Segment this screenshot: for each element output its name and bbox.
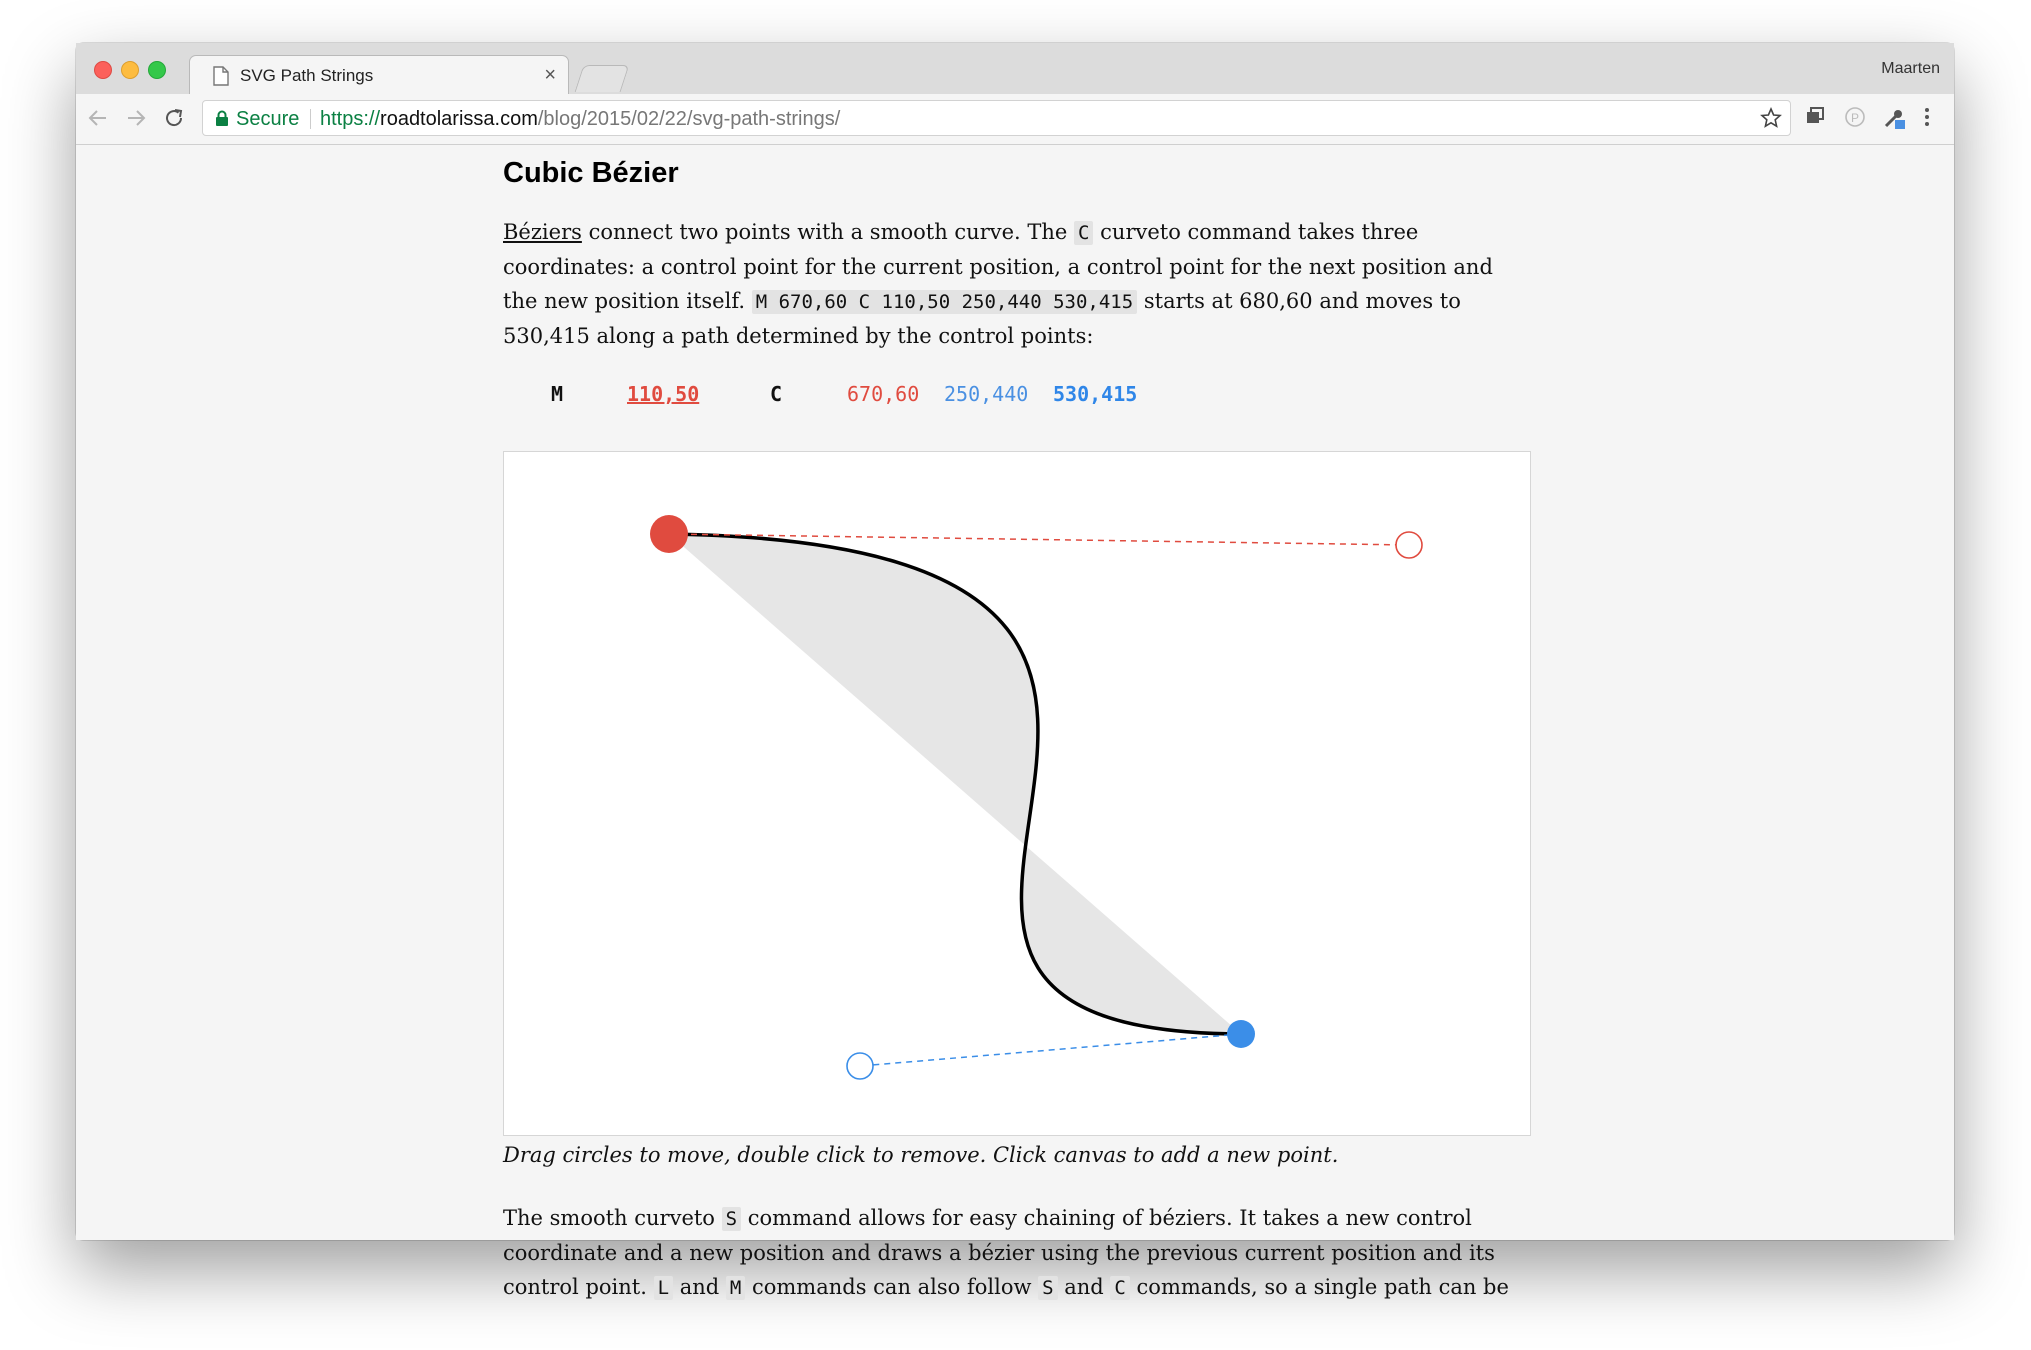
window-minimize-button[interactable] [121, 61, 139, 79]
bottom-text-6: commands, so a single path can be [1129, 1275, 1509, 1299]
url-path: /blog/2015/02/22/svg-path-strings/ [537, 108, 841, 130]
eyedropper-extension-icon[interactable] [1882, 106, 1906, 130]
intro-text-1: connect two points with a smooth curve. The [581, 220, 1075, 244]
bezier-svg [504, 452, 1530, 1135]
path-token-end-point[interactable]: 530,415 [1053, 382, 1138, 406]
section-heading: Cubic Bézier [503, 157, 679, 189]
svg-text:P: P [1851, 111, 1860, 125]
bottom-code-s: S [722, 1207, 741, 1231]
bottom-text-1: The smooth curveto [503, 1206, 722, 1230]
browser-tab[interactable] [189, 55, 569, 95]
intro-code-c: C [1074, 221, 1093, 245]
start-point-handle[interactable] [650, 515, 688, 553]
bottom-text-4: commands can also follow [745, 1275, 1039, 1299]
bottom-text-2: command allows for easy chaining of béziers. It takes a new control coordinate and a new position and draws a bézier using the previous current position and its control point. [503, 1206, 1495, 1299]
lock-icon [215, 110, 229, 127]
new-tab-button[interactable] [575, 65, 630, 92]
beziers-link[interactable]: Béziers [503, 220, 582, 244]
control-line-end [860, 1034, 1241, 1066]
intro-code-path: M 670,60 C 110,50 250,440 530,415 [752, 290, 1138, 314]
tab-close-icon[interactable]: × [544, 64, 556, 86]
bottom-code-s2: S [1038, 1276, 1057, 1300]
control-point-2-handle[interactable] [847, 1053, 873, 1079]
path-token-control-2[interactable]: 250,440 [944, 382, 1029, 406]
path-token-command: M [551, 382, 564, 406]
browser-toolbar [76, 94, 1954, 145]
forward-button[interactable] [122, 104, 150, 132]
path-token-command: C [770, 382, 783, 406]
address-bar[interactable] [202, 100, 1791, 136]
end-point-handle[interactable] [1227, 1020, 1255, 1048]
secure-label: Secure [236, 108, 300, 130]
smooth-curveto-paragraph [503, 1201, 1531, 1305]
pocket-extension-icon[interactable] [1844, 106, 1866, 128]
bezier-fill-area [669, 534, 1241, 1034]
tab-title: SVG Path Strings [240, 66, 374, 85]
url-divider [310, 109, 311, 129]
window-maximize-button[interactable] [148, 61, 166, 79]
bezier-canvas[interactable] [503, 451, 1531, 1136]
profile-name[interactable]: Maarten [1881, 60, 1940, 77]
bottom-text-3: and [673, 1275, 726, 1299]
forward-arrow-icon [125, 107, 147, 129]
path-token-control-1[interactable]: 670,60 [847, 382, 920, 406]
path-token-start-point[interactable]: 110,50 [627, 382, 700, 406]
menu-kebab-icon[interactable] [1922, 106, 1932, 128]
path-command-line [503, 378, 1531, 412]
url-scheme: https:// [320, 108, 381, 130]
url-text[interactable] [320, 108, 840, 131]
browser-window [76, 43, 1954, 1299]
extension-stack-icon[interactable] [1805, 106, 1825, 126]
reload-icon [163, 107, 185, 129]
intro-text-2: curveto command takes three coordinates: a control point for the current position, a control point for the next position and the new position itself. [503, 220, 1493, 313]
page-content [76, 145, 1954, 1299]
intro-paragraph [503, 215, 1531, 353]
back-button[interactable] [84, 104, 112, 132]
bottom-code-m: M [726, 1276, 745, 1300]
page-icon [212, 66, 230, 86]
bottom-code-c: C [1110, 1276, 1129, 1300]
bottom-text-5: and [1057, 1275, 1111, 1299]
window-close-button[interactable] [94, 61, 112, 79]
back-arrow-icon [87, 107, 109, 129]
bookmark-star-icon[interactable] [1760, 107, 1782, 129]
canvas-caption: Drag circles to move, double click to remove. Click canvas to add a new point. [503, 1143, 1339, 1167]
control-point-1-handle[interactable] [1396, 532, 1422, 558]
title-bar [76, 43, 1954, 94]
intro-text-3: starts at 680,60 and moves to 530,415 along a path determined by the control points: [503, 289, 1461, 348]
reload-button[interactable] [160, 104, 188, 132]
url-host: roadtolarissa.com [380, 108, 538, 130]
bottom-code-l: L [654, 1276, 673, 1300]
